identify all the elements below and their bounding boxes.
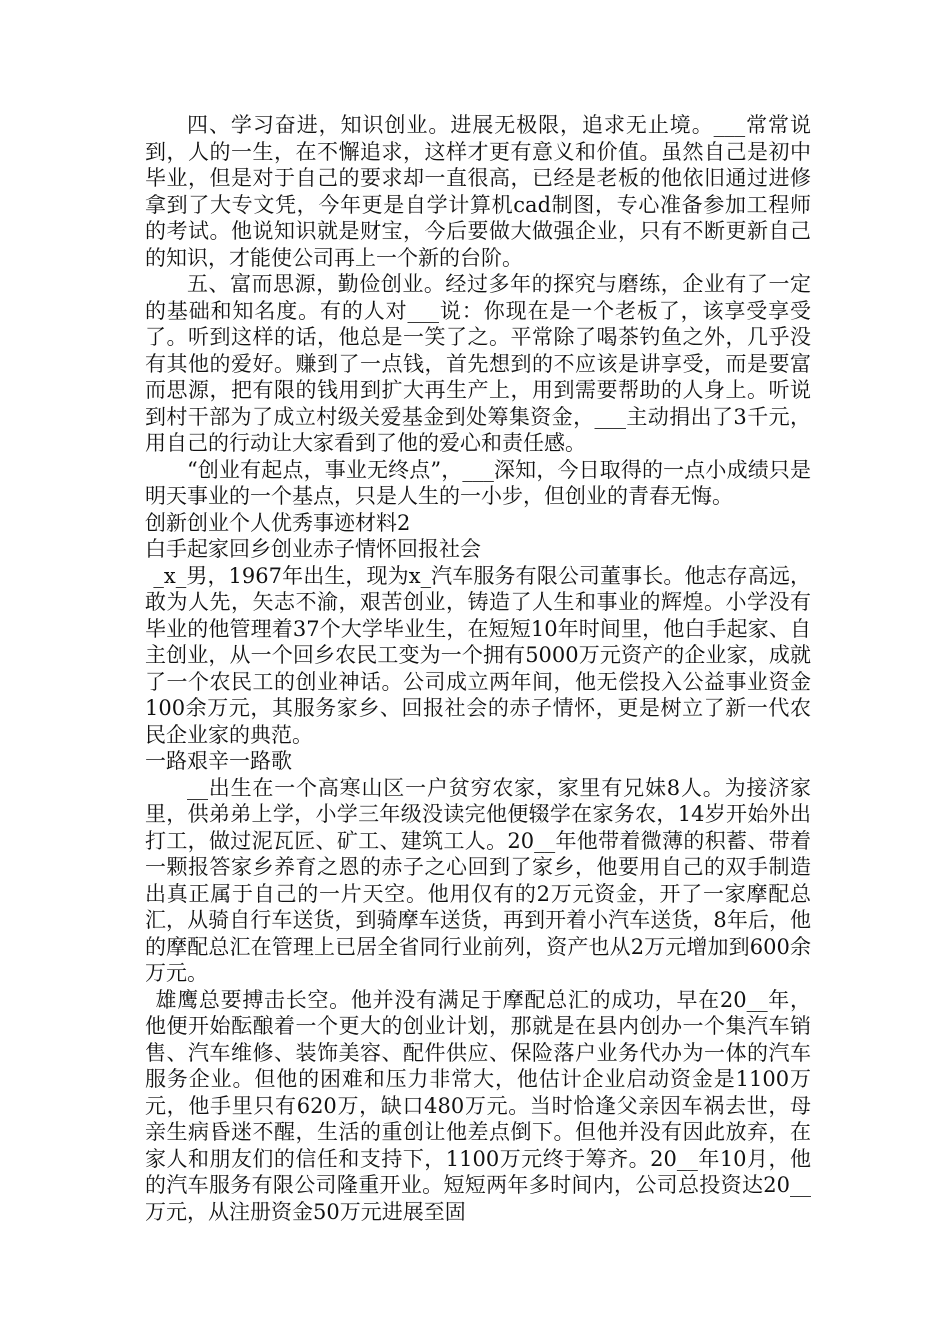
document-body <box>145 112 811 1225</box>
paragraph-quote: “创业有起点，事业无终点”，___深知，今日取得的一点小成绩只是明天事业的一个基点，只是人生的一小步，但创业的青春无悔。 <box>145 457 811 508</box>
paragraph-story: __出生在一个高寒山区一户贫穷农家，家里有兄妹8人。为接济家里，供弟弟上学，小学三年级没读完他便辍学在家务农，14岁开始外出打工，做过泥瓦匠、矿工、建筑工人。20__年他带着微薄的积蓄、带着一颗报答家乡养育之恩的赤子之心回到了家乡，他要用自己的双手制造出真正属于自己的一片天空。他用仅有的2万元资金，开了一家摩配总汇，从骑自行车送货，到骑摩车送货，再到开着小汽车送货，8年后，他的摩配总汇在管理上已居全省同行业前列，资产也从2万元增加到600余万元。 <box>145 775 811 985</box>
section-heading-journey: 一路艰辛一路歌 <box>145 749 292 773</box>
paragraph-eagle: 雄鹰总要搏击长空。他并没有满足于摩配总汇的成功，早在20__年，他便开始酝酿着一个更大的创业计划，那就是在县内创办一个集汽车销售、汽车维修、装饰美容、配件供应、保险落户业务代办为一体的汽车服务企业。但他的困难和压力非常大，他估计企业启动资金是1100万元，他手里只有620万，缺口480万元。当时恰逢父亲因车祸去世，母亲生病昏迷不醒，生活的重创让他差点倒下。但他并没有因此放弃，在家人和朋友们的信任和支持下，1100万元终于筹齐。20__年10月，他的汽车服务有限公司隆重开业。短短两年多时间内，公司总投资达20__万元，从注册资金50万元进展至固 <box>145 987 811 1224</box>
section-subtitle: 白手起家回乡创业赤子情怀回报社会 <box>145 537 481 561</box>
paragraph-study: 四、学习奋进，知识创业。进展无极限，追求无止境。___常常说到，人的一生，在不懈追求，这样才更有意义和价值。虽然自己是初中毕业，但是对于自己的要求却一直很高，已经是老板的他依旧通过进修拿到了大专文凭，今年更是自学计算机cad制图，专心准备参加工程师的考试。他说知识就是财宝，今后要做大做强企业，只有不断更新自己的知识，才能使公司再上一个新的台阶。 <box>145 113 811 270</box>
paragraph-frugal: 五、富而思源，勤俭创业。经过多年的探究与磨练，企业有了一定的基础和知名度。有的人对___说：你现在是一个老板了，该享受享受了。听到这样的话，他总是一笑了之。平常除了喝茶钓鱼之外，几乎没有其他的爱好。赚到了一点钱，首先想到的不应该是讲享受，而是要富而思源，把有限的钱用到扩大再生产上，用到需要帮助的人身上。听说到村干部为了成立村级关爱基金到处筹集资金，___主动捐出了3千元，用自己的行动让大家看到了他的爱心和责任感。 <box>145 272 811 455</box>
section-title: 创新创业个人优秀事迹材料2 <box>145 510 411 535</box>
paragraph-intro: _x_男，1967年出生，现为x_汽车服务有限公司董事长。他志存高远，敢为人先，矢志不渝，艰苦创业，铸造了人生和事业的辉煌。小学没有毕业的他管理着37个大学毕业生，在短短10年时间里，他白手起家、自主创业，从一个回乡农民工变为一个拥有5000万元资产的企业家，成就了一个农民工的创业神话。公司成立两年间，他无偿投入公益事业资金100余万元，其服务家乡、回报社会的赤子情怀，更是树立了新一代农民企业家的典范。 <box>145 563 811 747</box>
